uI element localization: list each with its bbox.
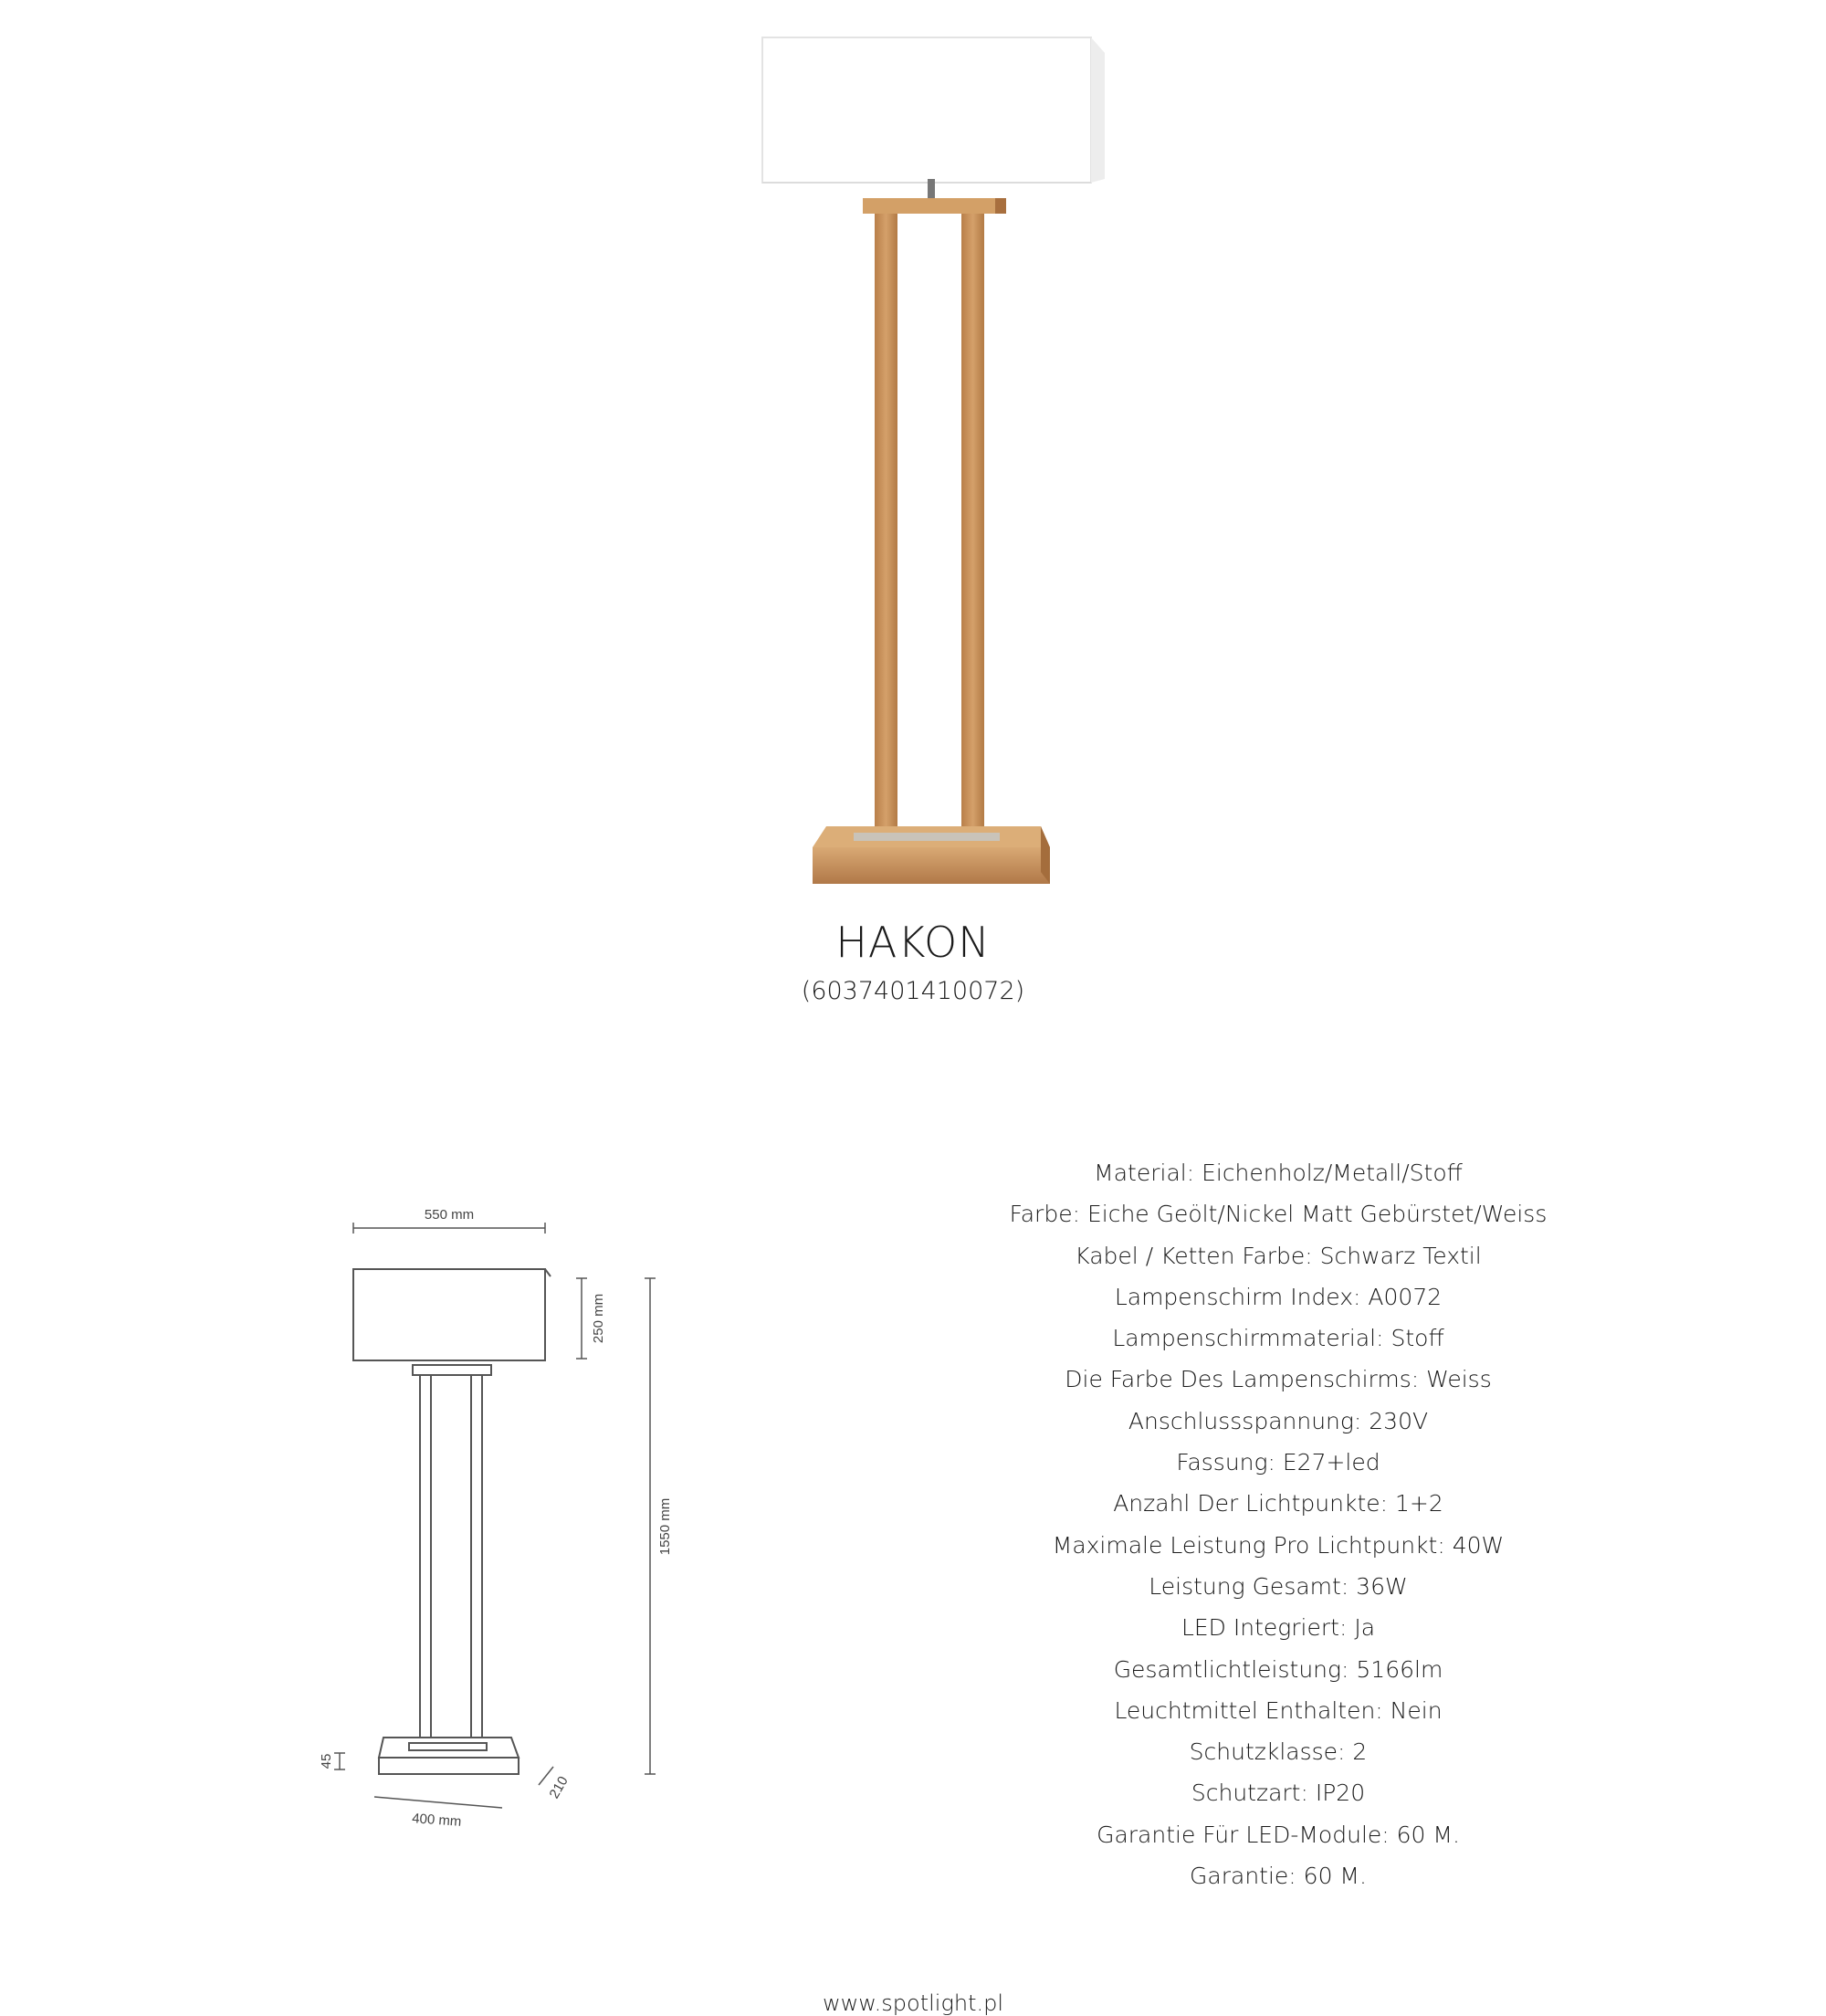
dim-width-label: 550 mm (424, 1207, 475, 1223)
spec-item: Lampenschirm Index: A0072 (1114, 1283, 1443, 1310)
spec-item: Garantie: 60 M. (1190, 1863, 1367, 1890)
drawing-crossbar (413, 1365, 491, 1375)
drawing-shade (353, 1269, 545, 1360)
dim-shade-height-label: 250 mm (591, 1293, 606, 1344)
spec-item: Garantie Für LED-Module: 60 M. (1097, 1821, 1460, 1848)
spec-item: Schutzklasse: 2 (1189, 1738, 1368, 1766)
spec-list (913, 1152, 1643, 1896)
dim-base-depth-label: 210 (546, 1773, 572, 1801)
spec-item: Farbe: Eiche Geölt/Nickel Matt Gebürstet/Weiss (1009, 1201, 1548, 1228)
spec-item: Leistung Gesamt: 36W (1149, 1572, 1408, 1600)
spec-item: Anzahl Der Lichtpunkte: 1+2 (1113, 1490, 1443, 1517)
spec-item: Anschlussspannung: 230V (1128, 1407, 1429, 1434)
spec-item: Gesamtlichtleistung: 5166lm (1113, 1655, 1443, 1683)
spec-item: Kabel / Ketten Farbe: Schwarz Textil (1075, 1242, 1482, 1269)
website-link[interactable]: www.spotlight.pl (822, 1990, 1004, 2016)
spec-item: Maximale Leistung Pro Lichtpunkt: 40W (1052, 1531, 1505, 1559)
spec-item: Leuchtmittel Enthalten: Nein (1114, 1696, 1443, 1724)
spec-item: Fassung: E27+led (1176, 1449, 1380, 1476)
spec-item: Schutzart: IP20 (1191, 1780, 1366, 1807)
spec-item: Die Farbe Des Lampenschirms: Weiss (1065, 1366, 1492, 1393)
drawing-base (379, 1738, 519, 1758)
drawing-left-post (420, 1375, 431, 1738)
spec-item: Lampenschirmmaterial: Stoff (1112, 1325, 1444, 1352)
dim-base-height-label: 45 (319, 1753, 334, 1769)
spec-item: Material: Eichenholz/Metall/Stoff (1094, 1160, 1463, 1186)
dim-base-width-label: 400 mm (411, 1811, 462, 1830)
product-name: HAKON (835, 918, 991, 967)
spec-item: LED Integriert: Ja (1181, 1614, 1376, 1642)
drawing-right-post (471, 1375, 482, 1738)
product-code: (6037401410072) (801, 977, 1025, 1005)
dim-total-height-label: 1550 mm (657, 1497, 673, 1556)
